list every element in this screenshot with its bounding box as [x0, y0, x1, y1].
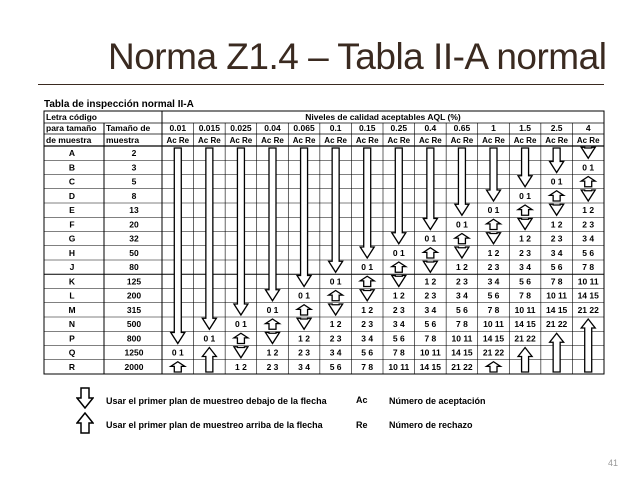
- aql-level-label: 0.4: [424, 123, 437, 133]
- down-arrow-icon: [266, 148, 280, 301]
- acre-cell-value: 5 6: [329, 361, 342, 372]
- up-arrow-icon: [234, 333, 248, 343]
- acre-cell-value: 7 8: [392, 347, 405, 358]
- down-arrow-icon: [329, 148, 343, 272]
- row-sample-size: 1250: [124, 347, 144, 358]
- acre-cell-value: 0 1: [550, 176, 563, 187]
- acre-cell-value: 14 15: [419, 361, 441, 372]
- row-letter-code: H: [68, 247, 76, 258]
- row-sample-size: 80: [129, 262, 139, 273]
- aql-level-label: 0.1: [329, 123, 342, 133]
- acre-cell-value: 7 8: [550, 276, 563, 287]
- acre-cell-value: 10 11: [388, 361, 410, 372]
- acre-cell-value: 5 6: [456, 304, 468, 315]
- acre-cell-value: 10 11: [577, 276, 599, 287]
- acre-cell-value: 0 1: [298, 290, 310, 301]
- acre-cell-value: 1 2: [582, 205, 595, 216]
- acre-cell-value: 14 15: [482, 333, 505, 344]
- acre-cell-value: 7 8: [361, 361, 374, 372]
- down-arrow-legend-icon: [76, 387, 94, 409]
- acre-cell-value: 5 6: [361, 347, 374, 358]
- acre-cell-value: 2 3: [329, 333, 342, 344]
- down-arrow-icon: [202, 148, 216, 329]
- acre-cell-value: 2 3: [456, 276, 468, 287]
- header-tamano-line2: muestra: [106, 135, 140, 145]
- row-letter-code: P: [69, 333, 75, 344]
- table-caption: Tabla de inspección normal II-A: [44, 99, 194, 110]
- acre-cell-value: 1 2: [298, 333, 310, 344]
- row-letter-code: B: [68, 162, 76, 173]
- up-arrow-icon: [487, 362, 501, 372]
- acre-cell-value: 2 3: [582, 219, 595, 230]
- acre-cell-value: 2 3: [392, 304, 405, 315]
- row-sample-size: 5: [131, 176, 137, 187]
- acre-cell-value: 1 2: [456, 262, 468, 273]
- row-sample-size: 20: [129, 219, 139, 230]
- acre-cell-value: 0 1: [266, 304, 279, 315]
- acre-header-label: Ac Re: [419, 136, 442, 145]
- acre-header-label: Ac Re: [482, 136, 505, 145]
- acre-cell-value: 7 8: [519, 290, 531, 301]
- acre-cell-value: 1 2: [361, 304, 374, 315]
- acre-cell-value: 3 4: [582, 233, 595, 244]
- up-arrow-legend-icon: [76, 412, 94, 434]
- acre-cell-value: 3 4: [329, 347, 342, 358]
- acre-cell-value: 2 3: [550, 233, 563, 244]
- legend-re-desc: Número de rechazo: [389, 420, 473, 430]
- row-letter-code: G: [68, 233, 76, 244]
- acre-header-label: Ac Re: [261, 136, 284, 145]
- acre-header-label: Ac Re: [198, 136, 221, 145]
- row-sample-size: 2: [131, 148, 137, 159]
- acre-cell-value: 7 8: [582, 262, 595, 273]
- acre-cell-value: 10 11: [419, 347, 441, 358]
- row-sample-size: 200: [126, 290, 142, 301]
- acre-cell-value: 0 1: [487, 205, 500, 216]
- up-arrow-icon: [360, 276, 374, 286]
- acre-cell-value: 2 3: [361, 319, 374, 330]
- acre-cell-value: 2 3: [266, 361, 279, 372]
- acre-cell-value: 5 6: [392, 333, 405, 344]
- down-arrow-icon: [455, 247, 469, 258]
- acre-cell-value: 3 4: [392, 319, 405, 330]
- down-arrow-icon: [581, 190, 595, 201]
- up-arrow-icon: [329, 291, 343, 301]
- down-arrow-icon: [329, 304, 343, 315]
- row-letter-code: M: [68, 304, 76, 315]
- acre-cell-value: 21 22: [514, 333, 536, 344]
- row-sample-size: 125: [126, 276, 142, 287]
- up-arrow-icon: [297, 305, 311, 315]
- up-arrow-icon: [487, 219, 501, 229]
- acre-cell-value: 2 3: [424, 290, 437, 301]
- acre-cell-value: 10 11: [451, 333, 473, 344]
- header-letra-line3: de muestra: [46, 135, 92, 145]
- acre-cell-value: 14 15: [546, 304, 568, 315]
- row-sample-size: 13: [129, 205, 139, 216]
- down-arrow-icon: [455, 148, 469, 215]
- row-sample-size: 3: [131, 162, 137, 173]
- acre-cell-value: 3 4: [361, 333, 374, 344]
- acre-cell-value: 7 8: [424, 333, 437, 344]
- row-letter-code: Q: [68, 347, 76, 358]
- acre-cell-value: 21 22: [546, 319, 568, 330]
- aql-level-label: 2.5: [550, 123, 563, 133]
- acre-cell-value: 0 1: [361, 262, 374, 273]
- row-sample-size: 32: [129, 233, 139, 244]
- row-letter-code: E: [69, 205, 75, 216]
- up-arrow-icon: [581, 177, 595, 187]
- acre-cell-value: 1 2: [519, 233, 531, 244]
- up-arrow-icon: [455, 234, 469, 244]
- down-arrow-icon: [297, 318, 311, 329]
- acre-cell-value: 10 11: [546, 290, 568, 301]
- page-number: 41: [608, 458, 619, 468]
- acre-cell-value: 21 22: [451, 361, 473, 372]
- acre-cell-value: 1 2: [329, 319, 342, 330]
- acre-header-label: Ac Re: [229, 136, 253, 145]
- acre-header-label: Ac Re: [513, 136, 537, 145]
- acre-cell-value: 5 6: [519, 276, 531, 287]
- acre-cell-value: 1 2: [266, 347, 279, 358]
- aql-level-label: 0.65: [453, 123, 471, 133]
- down-arrow-icon: [423, 261, 437, 272]
- row-letter-code: J: [69, 262, 75, 273]
- acre-cell-value: 3 4: [298, 361, 310, 372]
- acre-cell-value: 0 1: [235, 319, 247, 330]
- legend-ac-desc: Número de aceptación: [389, 396, 486, 406]
- header-tamano-line1: Tamaño de: [106, 123, 151, 133]
- acre-header-label: Ac Re: [355, 136, 379, 145]
- up-arrow-icon: [266, 319, 280, 329]
- row-sample-size: 50: [129, 247, 139, 258]
- row-sample-size: 315: [126, 304, 142, 315]
- acre-cell-value: 2 3: [487, 262, 500, 273]
- aql-level-label: 0.15: [358, 123, 376, 133]
- down-arrow-icon: [581, 147, 595, 158]
- acre-cell-value: 1 2: [235, 361, 247, 372]
- acre-cell-value: 0 1: [582, 162, 595, 173]
- acre-cell-value: 7 8: [456, 319, 468, 330]
- row-letter-code: L: [69, 290, 75, 301]
- aql-level-label: 0.04: [264, 123, 281, 133]
- acre-cell-value: 0 1: [203, 333, 216, 344]
- acre-cell-value: 5 6: [487, 290, 500, 301]
- row-sample-size: 2000: [124, 361, 144, 372]
- down-arrow-icon: [266, 333, 280, 344]
- acre-cell-value: 5 6: [424, 319, 437, 330]
- row-letter-code: C: [68, 176, 76, 187]
- acre-cell-value: 10 11: [514, 304, 536, 315]
- acre-cell-value: 0 1: [329, 276, 342, 287]
- acre-header-label: Ac Re: [545, 136, 568, 145]
- acre-cell-value: 21 22: [577, 304, 599, 315]
- acre-cell-value: 14 15: [451, 347, 473, 358]
- aql-level-label: 0.025: [230, 123, 252, 133]
- down-arrow-icon: [392, 148, 406, 244]
- acre-cell-value: 14 15: [514, 319, 536, 330]
- acre-cell-value: 1 2: [487, 247, 500, 258]
- acre-cell-value: 0 1: [424, 233, 437, 244]
- aql-level-label: 0.01: [169, 123, 187, 133]
- up-arrow-icon: [518, 205, 532, 215]
- acre-cell-value: 0 1: [171, 347, 184, 358]
- acre-cell-value: 2 3: [298, 347, 310, 358]
- acre-cell-value: 3 4: [519, 262, 531, 273]
- acre-cell-value: 1 2: [392, 290, 405, 301]
- acre-cell-value: 3 4: [550, 247, 563, 258]
- acre-cell-value: 14 15: [577, 290, 599, 301]
- row-letter-code: F: [69, 219, 75, 230]
- legend-re-key: Re: [356, 420, 368, 430]
- row-letter-code: D: [68, 190, 76, 201]
- row-letter-code: R: [68, 361, 76, 372]
- up-arrow-icon: [171, 362, 185, 372]
- acre-cell-value: 3 4: [487, 276, 500, 287]
- acre-header-label: Ac Re: [324, 136, 347, 145]
- aql-level-label: 0.065: [293, 123, 315, 133]
- legend-up-text: Usar el primer plan de muestreo arriba de la flecha: [106, 420, 323, 430]
- acre-cell-value: 1 2: [424, 276, 437, 287]
- acre-header-label: Ac Re: [387, 136, 411, 145]
- acre-cell-value: 0 1: [519, 190, 531, 201]
- down-arrow-icon: [392, 276, 406, 287]
- acre-cell-value: 3 4: [424, 304, 437, 315]
- acre-cell-value: 10 11: [483, 319, 504, 330]
- down-arrow-icon: [487, 233, 501, 244]
- row-letter-code: A: [68, 148, 76, 159]
- header-aql-title: Niveles de calidad aceptables AQL (%): [305, 112, 461, 122]
- down-arrow-icon: [518, 148, 532, 187]
- aql-level-label: 0.25: [390, 123, 408, 133]
- aql-level-label: 1: [491, 123, 496, 133]
- row-sample-size: 8: [131, 190, 137, 201]
- acre-cell-value: 5 6: [550, 262, 563, 273]
- down-arrow-icon: [518, 219, 532, 230]
- slide-title: Norma Z1.4 – Tabla II-A normal: [108, 36, 607, 77]
- row-letter-code: N: [68, 319, 76, 330]
- header-letra-line2: para tamaño: [46, 123, 97, 133]
- up-arrow-icon: [423, 248, 437, 258]
- down-arrow-icon: [550, 204, 564, 215]
- acre-cell-value: 0 1: [456, 219, 468, 230]
- acre-cell-value: 1 2: [550, 219, 563, 230]
- aql-level-label: 4: [585, 123, 591, 133]
- aql-level-label: 1.5: [519, 123, 531, 133]
- up-arrow-icon: [392, 262, 406, 272]
- row-sample-size: 800: [126, 333, 142, 344]
- legend-down-text: Usar el primer plan de muestreo debajo de la flecha: [106, 396, 327, 406]
- acre-cell-value: 2 3: [519, 247, 531, 258]
- acre-header-label: Ac Re: [166, 136, 190, 145]
- acre-cell-value: 5 6: [582, 247, 595, 258]
- down-arrow-icon: [360, 290, 374, 301]
- legend-ac-key: Ac: [356, 395, 368, 405]
- row-sample-size: 500: [126, 319, 142, 330]
- acre-header-label: Ac Re: [576, 136, 600, 145]
- acre-cell-value: 0 1: [392, 247, 405, 258]
- up-arrow-icon: [550, 333, 564, 372]
- acre-cell-value: 21 22: [482, 347, 505, 358]
- acre-header-label: Ac Re: [292, 136, 316, 145]
- row-letter-code: K: [68, 276, 76, 287]
- header-letra-line1: Letra código: [46, 112, 98, 122]
- acre-cell-value: 7 8: [487, 304, 500, 315]
- aql-level-label: 0.015: [198, 123, 220, 133]
- up-arrow-icon: [550, 191, 564, 201]
- down-arrow-icon: [234, 347, 248, 358]
- acre-header-label: Ac Re: [450, 136, 474, 145]
- acre-cell-value: 3 4: [456, 290, 468, 301]
